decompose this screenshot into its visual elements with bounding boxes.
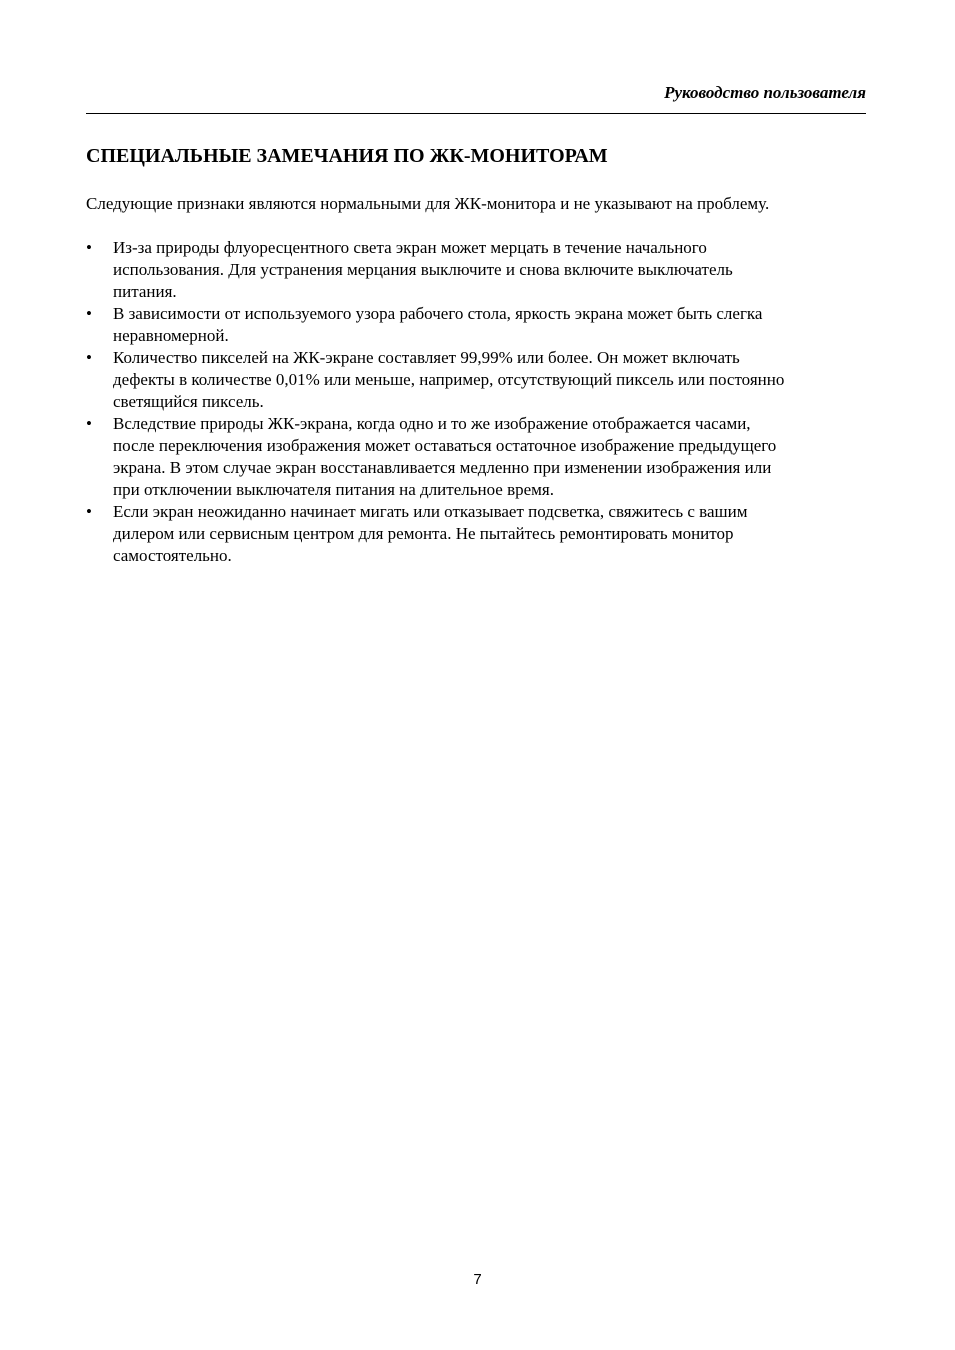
bullet-icon: •: [86, 348, 92, 367]
bullet-icon: •: [86, 502, 92, 521]
list-item-line: светящийся пиксель.: [113, 392, 264, 411]
list-item: [86, 413, 876, 501]
list-item-line: дилером или сервисным центром для ремонта. Не пытайтесь ремонтировать монитор: [113, 524, 734, 543]
list-item-line: Из-за природы флуоресцентного света экран может мерцать в течение начального: [113, 238, 707, 257]
list-item: [86, 303, 876, 347]
list-item: [86, 237, 876, 303]
list-item-line: Количество пикселей на ЖК-экране составляет 99,99% или более. Он может включать: [113, 348, 740, 367]
list-item-line: Если экран неожиданно начинает мигать или отказывает подсветка, свяжитесь с вашим: [113, 502, 748, 521]
list-item-line: при отключении выключателя питания на длительное время.: [113, 480, 554, 499]
page-number: 7: [473, 1271, 482, 1288]
bullet-icon: •: [86, 304, 92, 323]
list-item-line: использования. Для устранения мерцания выключите и снова включите выключатель: [113, 260, 733, 279]
header-divider: [86, 113, 866, 114]
list-item: [86, 347, 876, 413]
running-header: Руководство пользователя: [664, 83, 866, 102]
list-item-line: экрана. В этом случае экран восстанавливается медленно при изменении изображения или: [113, 458, 772, 477]
page-title: СПЕЦИАЛЬНЫЕ ЗАМЕЧАНИЯ ПО ЖК-МОНИТОРАМ: [86, 145, 608, 167]
notes-list: [86, 237, 876, 567]
list-item-line: питания.: [113, 282, 177, 301]
list-item-line: самостоятельно.: [113, 546, 232, 565]
list-item-line: неравномерной.: [113, 326, 229, 345]
list-item-line: В зависимости от используемого узора рабочего стола, яркость экрана может быть слегка: [113, 304, 763, 323]
intro-paragraph: Следующие признаки являются нормальными для ЖК-монитора и не указывают на проблему.: [86, 194, 770, 213]
list-item-line: Вследствие природы ЖК-экрана, когда одно и то же изображение отображается часами,: [113, 414, 751, 433]
list-item-line: дефекты в количестве 0,01% или меньше, например, отсутствующий пиксель или постоянно: [113, 370, 785, 389]
bullet-icon: •: [86, 238, 92, 257]
list-item-line: после переключения изображения может оставаться остаточное изображение предыдущего: [113, 436, 777, 455]
list-item: [86, 501, 876, 567]
bullet-icon: •: [86, 414, 92, 433]
